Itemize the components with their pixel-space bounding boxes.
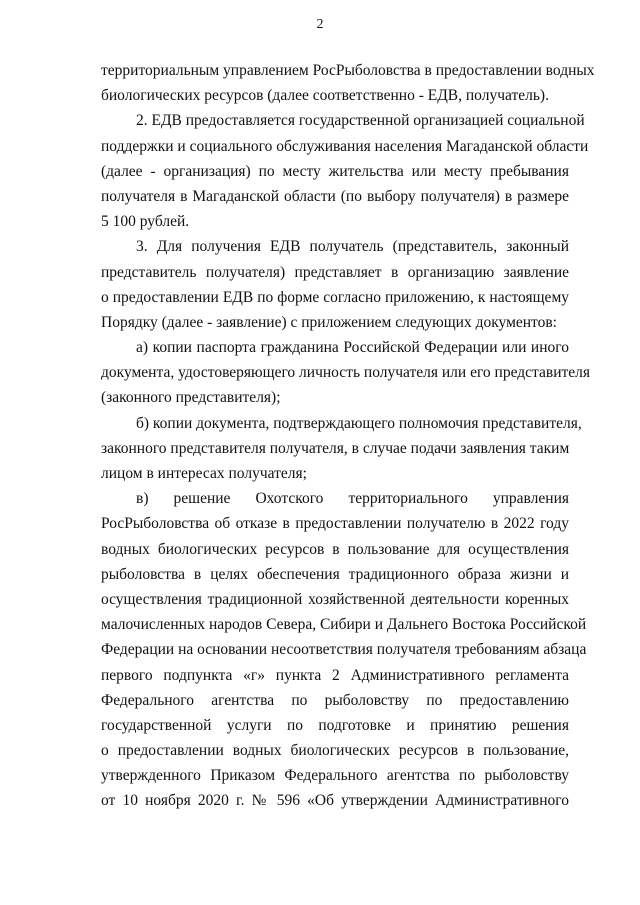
page-number: 2 <box>316 17 324 32</box>
text-line: б) копии документа, подтверждающего полномочия представителя, <box>136 414 582 432</box>
text-line: о предоставлении ЕДВ по форме согласно приложению, к настоящему <box>101 288 569 306</box>
text-line: документа, удостоверяющего личность получателя или его представителя <box>101 364 591 382</box>
text-line: 5 100 рублей. <box>101 213 190 231</box>
document-body <box>101 58 595 814</box>
text-line: от 10 ноября 2020 г. № 596 «Об утверждении Административного <box>101 792 569 810</box>
text-line: в) решение Охотского территориального управления <box>136 490 569 508</box>
text-line: государственной услуги по подготовке и принятию решения <box>101 716 569 734</box>
text-line: утвержденного Приказом Федерального агентства по рыболовству <box>101 767 569 785</box>
text-line: о предоставлении водных биологических ресурсов в пользование, <box>101 742 569 760</box>
text-line: представитель получателя) представляет в организацию заявление <box>101 263 569 281</box>
text-line: получателя в Магаданской области (по выбору получателя) в размере <box>101 187 569 205</box>
text-line: малочисленных народов Севера, Сибири и Дальнего Востока Российской <box>101 616 587 634</box>
text-line: 3. Для получения ЕДВ получатель (представитель, законный <box>136 238 569 256</box>
text-line: (законного представителя); <box>101 389 281 407</box>
text-line: Федерального агентства по рыболовству по предоставлению <box>101 691 569 709</box>
text-line: Федерации на основании несоответствия получателя требованиям абзаца <box>101 641 587 659</box>
text-line: территориальным управлением РосРыболовства в предоставлении водных <box>101 62 595 79</box>
text-line: Порядку (далее - заявление) с приложением следующих документов: <box>101 313 557 331</box>
text-line: рыболовства в целях обеспечения традиционного образа жизни и <box>101 565 569 583</box>
text-line: РосРыболовства об отказе в предоставлении получателю в 2022 году <box>101 515 569 533</box>
text-line: биологических ресурсов (далее соответственно - ЕДВ, получатель). <box>101 87 549 105</box>
text-line: лицом в интересах получателя; <box>101 465 307 482</box>
text-line: осуществления традиционной хозяйственной деятельности коренных <box>101 590 569 608</box>
text-line: первого подпункта «г» пункта 2 Административного регламента <box>101 666 569 684</box>
text-line: а) копии паспорта гражданина Российской Федерации или иного <box>136 339 569 357</box>
text-line: законного представителя получателя, в случае подачи заявления таким <box>101 439 570 457</box>
text-line: поддержки и социального обслуживания населения Магаданской области <box>101 137 589 155</box>
text-line: (далее - организация) по месту жительства или месту пребывания <box>101 162 569 180</box>
text-line: водных биологических ресурсов в пользование для осуществления <box>101 540 569 558</box>
text-line: 2. ЕДВ предоставляется государственной организацией социальной <box>136 112 585 130</box>
